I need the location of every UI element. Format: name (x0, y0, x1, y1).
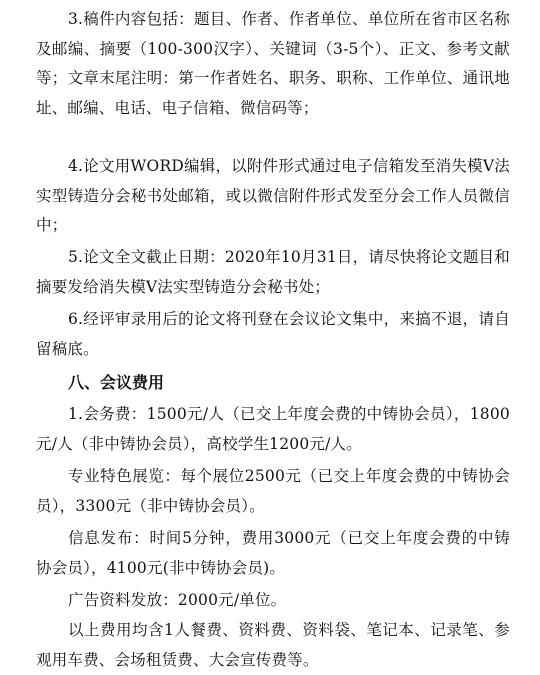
paragraph-item-5: 5.论文全文截止日期：2020年10月31日，请尽快将论文题目和摘要发给消失模V法实型铸造分会秘书处； (36, 248, 510, 296)
paragraph-conference-fee: 1.会务费：1500元/人（已交上年度会费的中铸协会员），1800元/人（非中铸协会员），高校学生1200元/人。 (36, 405, 510, 453)
paragraph-item-4: 4.论文用WORD编辑，以附件形式通过电子信箱发至消失模V法实型铸造分会秘书处邮箱，或以微信附件形式发至分会工作人员微信中； (36, 157, 510, 234)
paragraph-info-release-fee: 信息发布：时间5分钟，费用3000元（已交上年度会费的中铸协会员），4100元(非中铸协会员)。 (36, 529, 510, 577)
paragraph-ad-fee: 广告资料发放：2000元/单位。 (68, 591, 287, 609)
paragraph-item-3: 3.稿件内容包括：题目、作者、作者单位、单位所在省市区名称及邮编、摘要（100-300汉字）、关键词（3-5个）、正文、参考文献等；文章末尾注明：第一作者姓名、职务、职称、工作单位、通讯地址、邮编、电话、电子信箱、微信码等； (36, 10, 510, 117)
paragraph-fee-note: 以上费用均含1人餐费、资料费、资料袋、笔记本、记录笔、参观用车费、会场租赁费、大会宣传费等。 (36, 621, 510, 669)
section-heading-fees: 八、会议费用 (68, 373, 165, 392)
paragraph-exhibition-fee: 专业特色展览：每个展位2500元（已交上年度会费的中铸协会员），3300元（非中铸协会员）。 (36, 467, 510, 515)
paragraph-item-6: 6.经评审录用后的论文将刊登在会议论文集中，来搞不退，请自留稿底。 (36, 310, 510, 358)
